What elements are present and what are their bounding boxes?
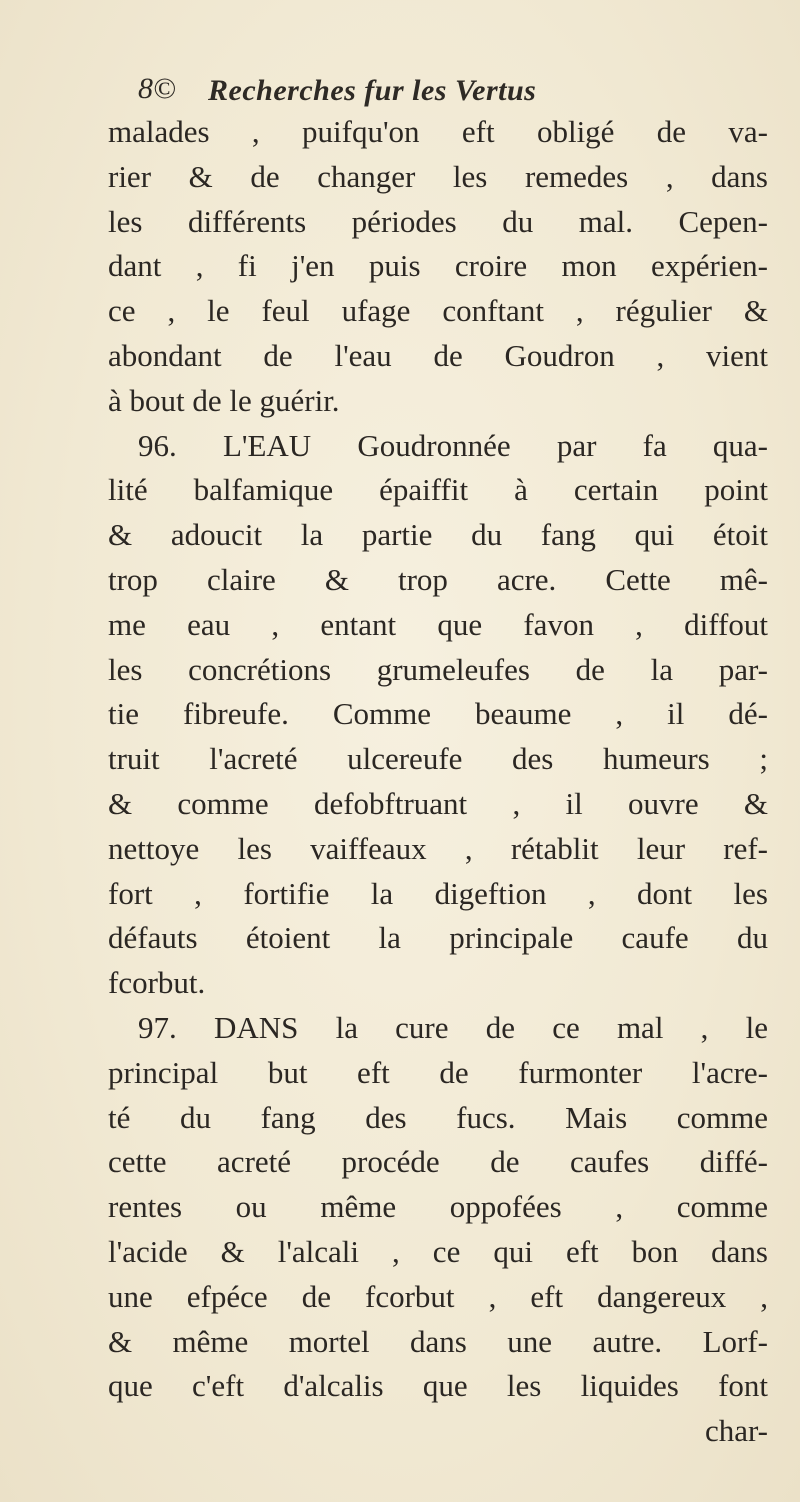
text-line: principal but eft de furmonter l'acre- bbox=[108, 1054, 768, 1090]
text-line: & comme defobftruant , il ouvre & bbox=[108, 785, 768, 821]
text-line: à bout de le guérir. bbox=[108, 382, 340, 418]
text-line: rentes ou même oppofées , comme bbox=[108, 1189, 768, 1225]
paragraph-start-97: 97. DANS la cure de ce mal , le bbox=[138, 1009, 768, 1045]
text-line: défauts étoient la principale caufe du bbox=[108, 920, 768, 956]
text-line: que c'eft d'alcalis que les liquides font bbox=[108, 1368, 768, 1404]
text-line: nettoye les vaiffeaux , rétablit leur ref- bbox=[108, 830, 768, 866]
text-line: lité balfamique épaiffit à certain point bbox=[108, 472, 768, 508]
text-line: cette acreté procéde de caufes diffé- bbox=[108, 1144, 768, 1180]
catchword: char- bbox=[704, 1413, 768, 1449]
page-number: 8© bbox=[138, 72, 176, 105]
text-line: té du fang des fucs. Mais comme bbox=[108, 1099, 768, 1135]
body-text bbox=[108, 110, 768, 1454]
text-line: fort , fortifie la digeftion , dont les bbox=[108, 875, 768, 911]
text-line: l'acide & l'alcali , ce qui eft bon dans bbox=[108, 1233, 768, 1269]
paragraph-start-96: 96. L'EAU Goudronnée par fa qua- bbox=[138, 427, 768, 463]
text-line: truit l'acreté ulcereufe des humeurs ; bbox=[108, 741, 768, 777]
text-line: me eau , entant que favon , diffout bbox=[108, 606, 768, 642]
text-line: malades , puifqu'on eft obligé de va- bbox=[108, 114, 768, 149]
text-line: abondant de l'eau de Goudron , vient bbox=[108, 337, 768, 373]
text-line: les différents périodes du mal. Cepen- bbox=[108, 203, 768, 239]
text-line: fcorbut. bbox=[108, 965, 206, 1001]
text-line: & même mortel dans une autre. Lorf- bbox=[108, 1323, 768, 1359]
text-line: rier & de changer les remedes , dans bbox=[108, 158, 768, 194]
text-line: les concrétions grumeleufes de la par- bbox=[108, 651, 768, 687]
text-line: une efpéce de fcorbut , eft dangereux , bbox=[108, 1278, 768, 1314]
text-line: tie fibreufe. Comme beaume , il dé- bbox=[108, 696, 768, 732]
text-line: dant , fi j'en puis croire mon expérien- bbox=[108, 248, 768, 284]
running-head: Recherches fur les Vertus bbox=[208, 74, 537, 107]
text-line: ce , le feul ufage conftant , régulier & bbox=[108, 293, 768, 329]
text-line: & adoucit la partie du fang qui étoit bbox=[108, 517, 768, 553]
text-line: trop claire & trop acre. Cette mê- bbox=[108, 561, 768, 597]
